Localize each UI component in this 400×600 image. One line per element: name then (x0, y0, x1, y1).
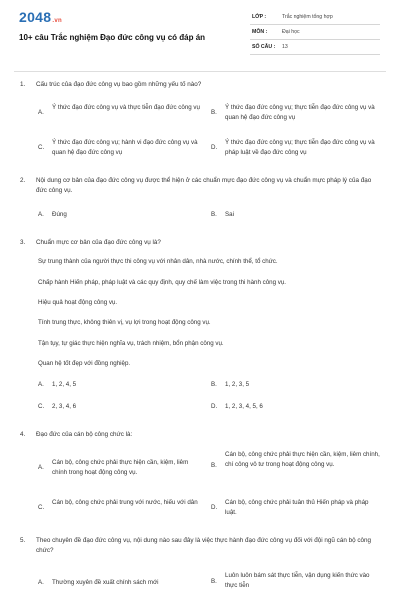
option-letter: D. (211, 504, 218, 511)
option-text: Cán bộ, công chức phải trung với nước, hiếu với dân (52, 499, 198, 506)
option-letter: C. (38, 403, 45, 410)
statement-1: Sự trung thành của người thực thi công vụ với nhân dân, nhà nước, chính thể, tổ chức. (38, 258, 278, 265)
option-letter: A. (38, 579, 44, 586)
option-text: Ý thức đạo đức công vụ; thực tiễn đạo đức công vụ và quan hệ đạo đức công vụ (225, 104, 375, 121)
meta-row-count (250, 43, 380, 55)
option-letter: A. (38, 109, 44, 116)
option-letter: A. (38, 464, 44, 471)
option-text: 1, 2, 3, 4, 5, 6 (225, 403, 263, 410)
option-text: Ý thức đạo đức công vụ; thực tiễn đạo đức công vụ và pháp luật về đạo đức công vụ (225, 139, 375, 156)
option-text: Ý thức đạo đức công vụ; hành vi đạo đức công vụ và quan hệ đạo đức công vụ (52, 139, 198, 156)
option-letter: D. (211, 403, 218, 410)
meta-value: Đại học (282, 29, 300, 35)
site-logo[interactable] (19, 9, 62, 25)
option-text: 1, 2, 3, 5 (225, 381, 250, 388)
question-number: 2. (20, 177, 26, 184)
question-number: 4. (20, 431, 26, 438)
question-number: 1. (20, 81, 26, 88)
option-letter: A. (38, 211, 44, 218)
option-letter: B. (211, 211, 217, 218)
option-letter: D. (211, 144, 218, 151)
option-letter: B. (211, 578, 217, 585)
question-text: Cấu trúc của đạo đức công vụ bao gồm những yếu tố nào? (36, 81, 202, 88)
question-text: Chuẩn mực cơ bản của đạo đức công vụ là? (36, 239, 161, 246)
meta-value: Trắc nghiệm tổng hợp (282, 14, 333, 20)
option-text: Cán bộ, công chức phải thực hiện cần, kiệm, liêm chính, chí công vô tư trong hoạt động công vụ. (225, 451, 380, 468)
option-letter: B. (211, 381, 217, 388)
meta-row-subject (250, 28, 380, 40)
meta-label: MÔN : (252, 29, 268, 35)
question-2 (20, 176, 382, 196)
statement-4: Tính trung thực, không thiên vị, vụ lợi trong hoạt động công vụ. (38, 319, 211, 326)
worksheet-header (0, 0, 400, 62)
meta-label: SỐ CÂU : (252, 44, 276, 50)
option-text: Luôn luôn bám sát thực tiễn, vận dụng kiến thức vào thực tiễn (225, 572, 370, 589)
option-text: Ý thức đạo đức công vụ và thực tiễn đạo đức công vụ (52, 104, 200, 111)
option-text: Thường xuyên đề xuất chính sách mới (52, 579, 159, 586)
statement-2: Chấp hành Hiến pháp, pháp luật và các quy định, quy chế làm việc trong thi hành công vụ. (38, 279, 287, 286)
option-letter: C. (38, 504, 45, 511)
question-number: 5. (20, 537, 26, 544)
worksheet-title: 10+ câu Trắc nghiệm Đạo đức công vụ có đáp án (19, 33, 206, 42)
header-divider (14, 71, 386, 72)
option-text: 2, 3, 4, 6 (52, 403, 77, 410)
question-text: Nội dung cơ bản của đạo đức công vụ được thể hiện ở các chuẩn mực đạo đức công vụ và chuẩn mực pháp lý của đạo đức công vụ. (36, 177, 372, 194)
option-letter: B. (211, 109, 217, 116)
question-3 (20, 238, 382, 248)
question-5 (20, 536, 382, 556)
option-letter: B. (211, 462, 217, 469)
option-letter: C. (38, 144, 45, 151)
option-text: Sai (225, 211, 234, 218)
option-text: 1, 2, 4, 5 (52, 381, 77, 388)
logo-text: 2048 (19, 9, 52, 25)
question-number: 3. (20, 239, 26, 246)
statement-5: Tận tụy, tự giác thực hiện nghĩa vụ, trách nhiệm, bổn phận công vụ. (38, 340, 224, 347)
question-text: Đạo đức của cán bộ công chức là: (36, 431, 133, 438)
question-text: Theo chuyên đề đạo đức công vụ, nội dung nào sau đây là việc thực hành đạo đức công vụ đối với đội ngũ cán bộ công chức? (36, 537, 371, 554)
meta-table (250, 13, 380, 58)
statement-3: Hiệu quả hoạt động công vụ. (38, 299, 118, 306)
statement-6: Quan hệ tốt đẹp với đồng nghiệp. (38, 360, 131, 367)
meta-value: 13 (282, 44, 288, 50)
meta-row-class (250, 13, 380, 25)
question-1 (20, 80, 382, 90)
option-text: Cán bộ, công chức phải thực hiện cần, kiệm, liêm chính trong hoạt động công vụ. (52, 459, 189, 476)
logo-tld: .vn (52, 18, 62, 24)
question-4 (20, 430, 382, 440)
option-text: Cán bộ, công chức phải tuân thủ Hiến pháp và pháp luật. (225, 499, 369, 516)
meta-label: LỚP : (252, 14, 267, 20)
option-text: Đúng (52, 211, 67, 218)
option-letter: A. (38, 381, 44, 388)
